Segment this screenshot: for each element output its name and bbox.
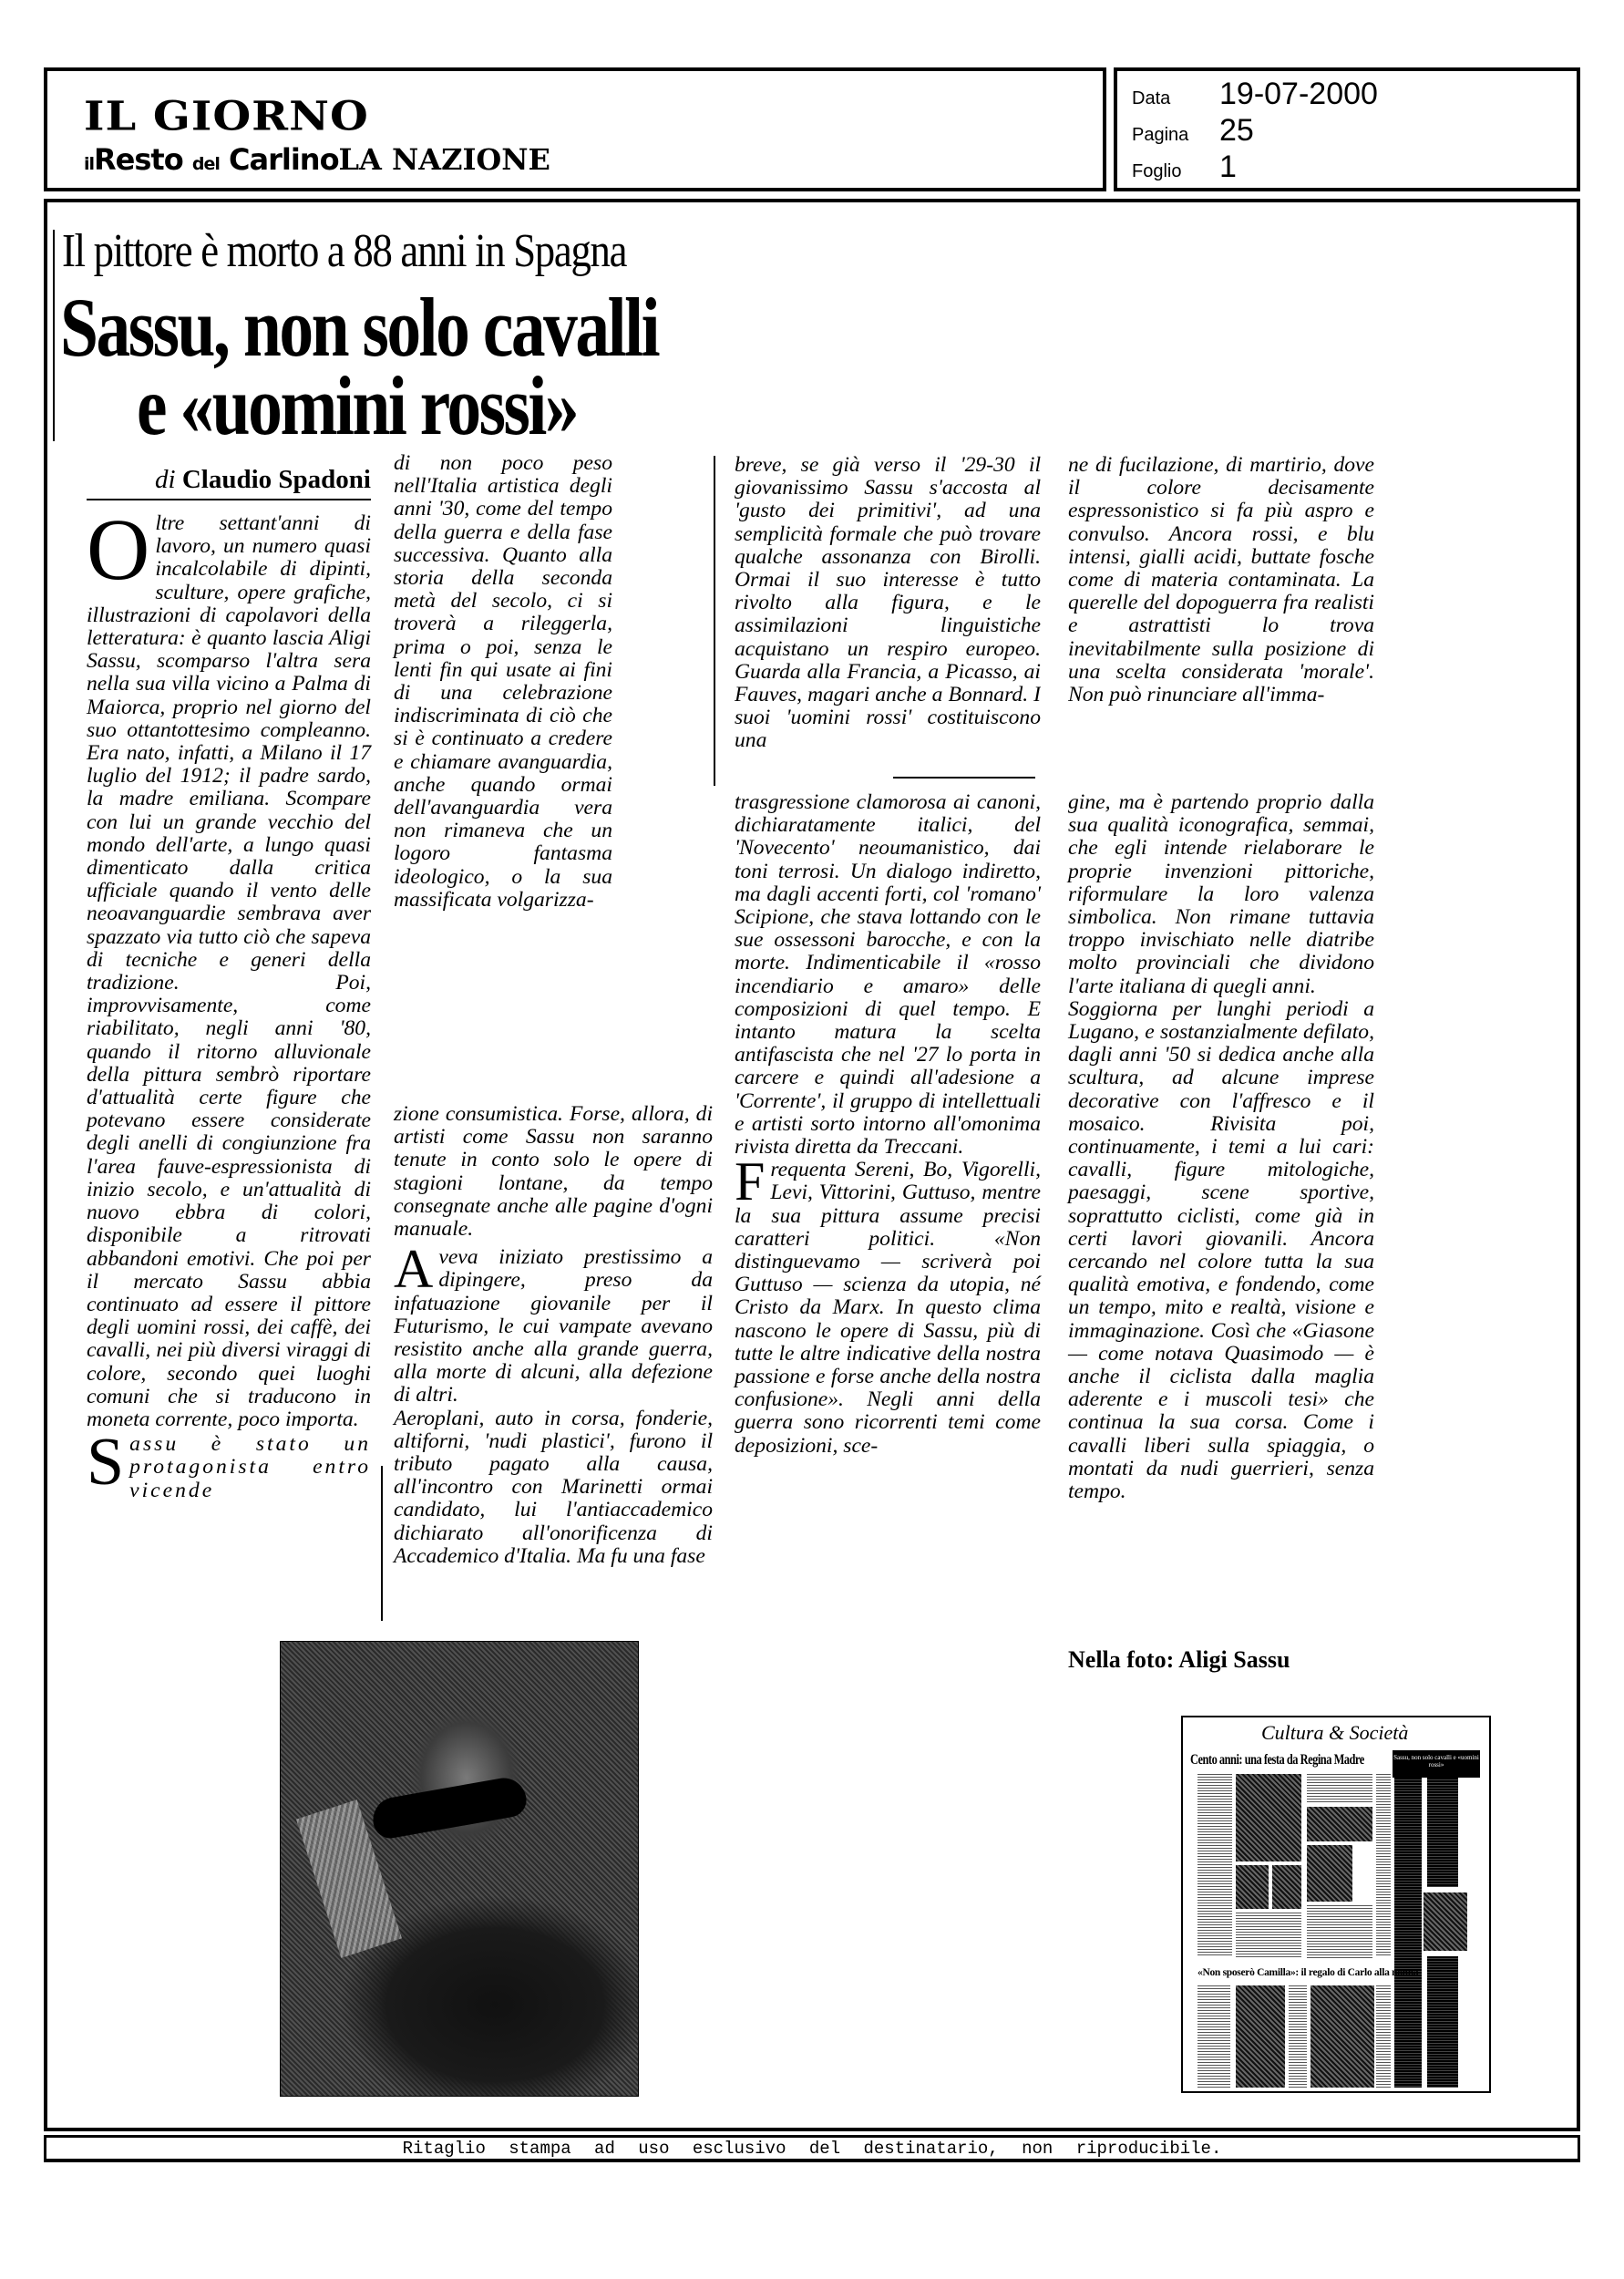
logo-la-nazione: LA NAZIONE [338, 142, 550, 177]
thumbnail-headline-2: «Non sposerò Camilla»: il regalo di Carlo alla nonna [1197, 1967, 1419, 1978]
date-value: 19-07-2000 [1219, 77, 1378, 111]
info-date [1132, 77, 1378, 112]
thumbnail-clipped-article [1394, 1778, 1422, 2088]
info-sheet [1132, 150, 1237, 185]
paragraph-text: di non poco peso nell'Italia artistica degli anni '30, come del tempo della guerra e della fase successiva. Quanto alla storia della seconda metà del secolo, ci si troverà a rileggerla, prima o poi, senza le lenti fin qui usate ai fini di una celebrazione indiscriminata di ciò che si è continuato a credere e chiamare avanguardia, anche quando ormai dell'avanguardia vera non rimaneva che un logoro fantasma ideologico, o la sua massificata volgarizza- [394, 451, 612, 912]
thumbnail-headline-1: Cento anni: una festa da Regina Madre [1190, 1752, 1364, 1768]
date-label: Data [1132, 88, 1171, 108]
paragraph-text: zione consumistica. Forse, allora, di artisti come Sassu non saranno tenute in conto solo le opere di stagioni lontane, da tempo consegnate anche alle pagine d'ogni manuale. [394, 1102, 713, 1242]
logo-line2 [84, 142, 550, 177]
info-page [1132, 113, 1254, 149]
thumbnail-text-block [1236, 1913, 1301, 1958]
drop-cap: S [87, 1425, 125, 1500]
paragraph [735, 1151, 1041, 1458]
separator-rule [893, 777, 1035, 779]
page-value: 25 [1219, 113, 1254, 148]
thumbnail-text-block [1376, 1774, 1391, 1956]
thumbnail-image [1236, 1865, 1269, 1909]
logo-carlino: Carlino [228, 142, 339, 177]
drop-cap: A [394, 1239, 434, 1300]
thumbnail-clipped-photo [1424, 1892, 1467, 1951]
paragraph-text: ne di fucilazione, di martirio, dove il colore decisamente espressonistico si fa più aspro e convulso. Ancora rossi, e blu intensi, gialli acidi, buttate fosche come di materia contaminata. La querelle del dopoguerra fra realisti e astrattisti lo trova inevitabilmente sulla posizione di una scelta considerata 'morale'. Non può rinunciare all'imma- [1068, 454, 1374, 707]
thumbnail-image [1307, 1845, 1352, 1902]
drop-cap: O [87, 500, 150, 598]
logo-il-giorno: IL GIORNO [84, 93, 369, 140]
thumbnail-text-block [1376, 1985, 1391, 2088]
thumbnail-image [1307, 1807, 1372, 1841]
paragraph-text: Aeroplani, auto in corsa, fonderie, altiforni, 'nudi plastici', furono il tributo pagato alla causa, all'incontro con Marinetti ormai candidato, lui l'antiaccademico dichiarato all'onorificenza di Accademico d'Italia. Ma fu una fase [394, 1406, 713, 1568]
sheet-value: 1 [1219, 150, 1237, 184]
column-2-top [394, 452, 612, 912]
thumbnail-sidebar-title: Sassu, non solo cavalli e «uomini rossi» [1393, 1750, 1480, 1778]
headline-rule [53, 230, 55, 441]
byline-prefix: di [155, 465, 176, 494]
thumbnail-image [1311, 1985, 1374, 2088]
paragraph [87, 500, 371, 1431]
logo-il: il [84, 154, 95, 174]
thumbnail-image [1236, 1985, 1285, 2088]
article-kicker: Il pittore è morto a 88 anni in Spagna [62, 225, 627, 277]
article-title-line2: e «uomini rossi» [137, 359, 578, 452]
masthead [44, 67, 1106, 191]
page-thumbnail [1181, 1716, 1491, 2093]
paragraph-text: Soggiorna per lunghi periodi a Lugano, e sostanzialmente defilato, dagli anni '50 si dedica anche alla scultura, ad alcune imprese decorative con l'affresco e il mosaico. Rivisita poi, continuamente, i temi a lui cari: cavalli, figure mitologiche, paesaggi, scene sportive, soprattutto ciclisti, come già in certi lavori giovanili. Ancora cercando nel colore tutta la sua qualità emotiva, e fondendo, come un tempo, mito e realtà, visione e immaginazione. Così che «Giasone — come notava Quasimodo — è anche il ciclista dalla maglia aderente e i muscoli tesi» che continua la sua corsa. Come i cavalli liberi sulla spiaggia, o montati da nudi guerrieri, senza tempo. [1068, 996, 1374, 1504]
column-4-bottom [1068, 791, 1374, 1503]
thumbnail-clipped-article [1427, 1956, 1458, 2088]
column-3-top [735, 454, 1041, 764]
thumbnail-image [1272, 1865, 1301, 1909]
byline [87, 465, 371, 500]
column-2-bottom [394, 1103, 713, 1568]
sheet-label: Foglio [1132, 161, 1182, 181]
thumbnail-section-title: Cultura & Società [1261, 1721, 1409, 1744]
photo-glasses [369, 1775, 529, 1841]
thumbnail-clipped-article [1427, 1778, 1458, 1887]
paragraph-text: assu è stato un protagonista entro vicende [129, 1432, 371, 1502]
byline-author: Claudio Spadoni [181, 465, 371, 494]
paragraph-text: breve, se già verso il '29-30 il giovanissimo Sassu s'accosta al 'gusto dei primitivi', ad una semplicità formale che può trovare qualche assonanza con Birolli. Ormai il suo interesse è tutto rivolto alla figura, e le assimilazioni linguistiche acquistano un respiro europeo. Guarda alla Francia, a Picasso, ai Fauves, magari anche a Bonnard. I suoi 'uomini rossi' costituiscono una [735, 454, 1041, 753]
paragraph-text: requenta Sereni, Bo, Vigorelli, Levi, Vittorini, Guttuso, mentre la sua pittura assume precisi caratteri politici. «Non distinguevamo — scriverà poi Guttuso — scienza da utopia, né Cristo da Marx. In questo clima nascono le opere di Sassu, più di tutte le altre indicative della nostra passione e forse anche della nostra confusione». Negli anni della guerra sono ricorrenti temi come deposizioni, sce- [735, 1158, 1041, 1458]
column-rule [714, 456, 715, 786]
column-rule [381, 1466, 383, 1621]
drop-cap: F [735, 1151, 766, 1212]
logo-resto: Resto [94, 142, 183, 177]
portrait-photo [280, 1641, 639, 2097]
thumbnail-text-block [1289, 1985, 1307, 2088]
paragraph [394, 1239, 713, 1408]
logo-del: del [191, 154, 220, 174]
paragraph-text: veva iniziato prestissimo a dipingere, preso da infatuazione giovanile per il Futurismo, le cui vampate avevano resistito anche alla grande guerra, alla morte di alcuni, alla defezione di altri. [394, 1245, 713, 1408]
column-1 [87, 500, 371, 1502]
thumbnail-text-block [1307, 1905, 1372, 1958]
paragraph-text: trasgressione clamorosa ai canoni, dichiaratamente italici, del 'Novecento' neoumanistico, dai toni terrosi. Un dialogo indiretto, ma dagli accenti forti, col 'romano' Scipione, che stava lottando con le sue ossessoni barocche, e con la morte. Indimenticabile il «rosso incendiario e amaro» delle composizioni di quel tempo. E intanto matura la scelta antifascista che nel '27 lo porta in carcere e quindi all'adesione a 'Corrente', il gruppo di intellettuali e artisti sorto intorno all'omonima rivista diretta da Treccani. [735, 790, 1041, 1160]
column-4-top [1068, 454, 1374, 764]
thumbnail-image [1236, 1774, 1301, 1861]
paragraph-text: ltre settant'anni di lavoro, un numero quasi incalcolabile di dipinti, sculture, opere grafiche, illustrazioni di capolavori della letteratura: è quanto lascia Aligi Sassu, scomparso l'altra sera nella sua villa vicino a Palma di Maiorca, proprio nel giorno del suo ottantottesimo compleanno. Era nato, infatti, a Milano il 17 luglio del 1912; il padre sardo, la madre emiliana. Scompare con lui un grande vecchio del mondo dell'arte, a lungo quasi dimenticato dalla critica ufficiale quando il vento delle neoavanguardie sembrava aver spazzato via tutto ciò che sapeva di tecniche e generi della tradizione. Poi, improvvisamente, come riabilitato, negli anni '80, quando il ritorno alluvionale della pittura sembrò riportare d'attualità certe figure che potevano essere considerate degli anelli di congiunzione fra l'area fauve-espressionista di inizio secolo, e un'attualità di nuovo ebbra di colori, disponibile a ritrovati abbandoni emotivi. Che poi per il mercato Sassu abbia continuato ad essere il pittore degli uomini rossi, dei caffè, dei cavalli, nei più diversi viraggi di colore, secondo quei luoghi comuni che si traducono in moneta corrente, poco importa. [87, 511, 371, 1431]
clipping-info [1114, 67, 1580, 191]
thumbnail-text-block [1197, 1985, 1230, 2088]
page-label: Pagina [1132, 125, 1189, 145]
footer-notice: Ritaglio stampa ad uso esclusivo del destinatario, non riproducibile. [44, 2135, 1580, 2162]
thumbnail-text-block [1197, 1774, 1232, 1956]
photo-caption: Nella foto: Aligi Sassu [1068, 1646, 1290, 1673]
paragraph-text: gine, ma è partendo proprio dalla sua qualità iconografica, semmai, che egli intende rielaborare le proprie invenzioni pittoriche, riformulare la loro valenza simbolica. Non rimane tuttavia troppo invischiato nelle diatribe molto provinciali che dividono l'arte italiana di quegli anni. [1068, 790, 1374, 998]
article-title-line1: Sassu, non solo cavalli [60, 281, 659, 374]
paragraph [87, 1425, 371, 1502]
thumbnail-text-block [1307, 1774, 1372, 1803]
column-3-bottom [735, 791, 1041, 1458]
